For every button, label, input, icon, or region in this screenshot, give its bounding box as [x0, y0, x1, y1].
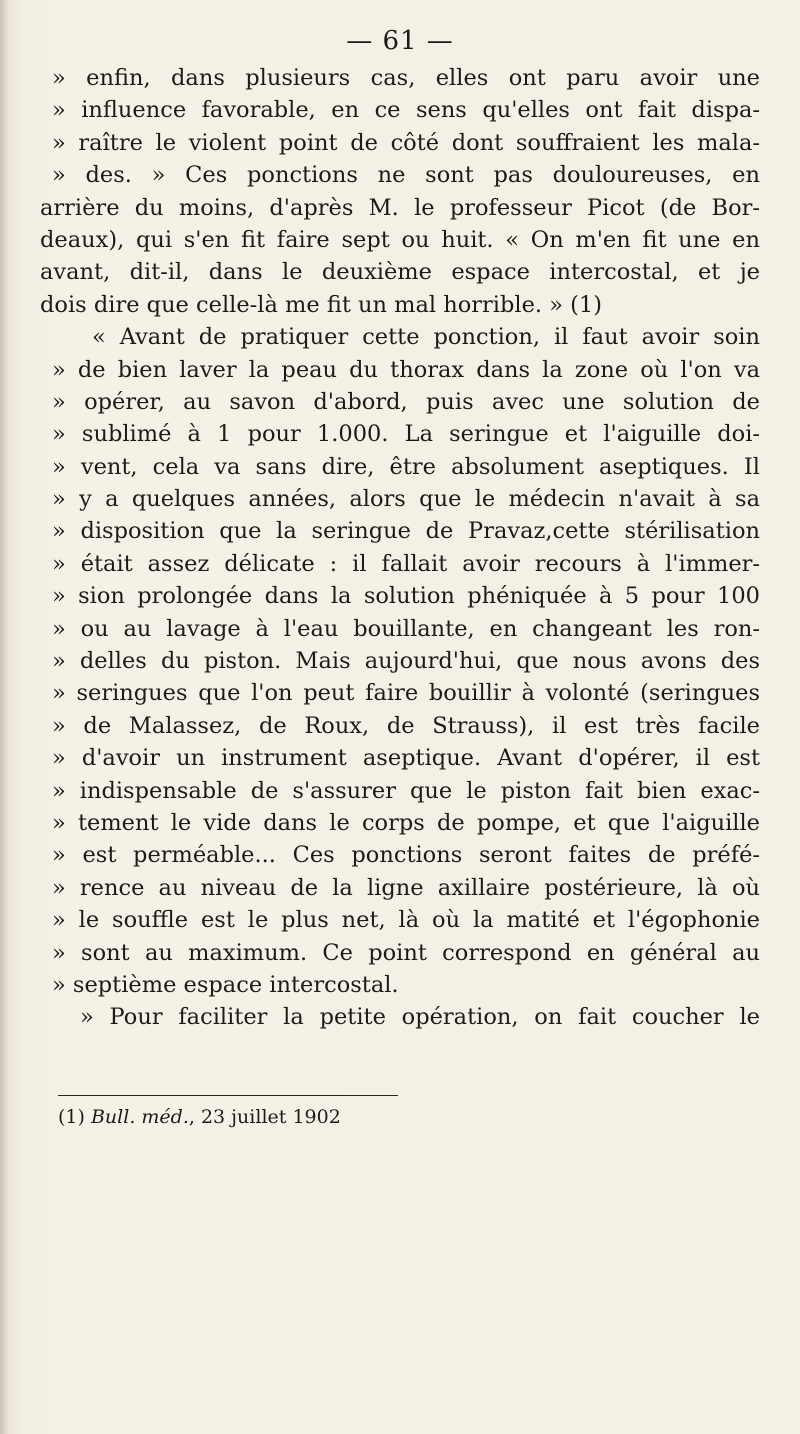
footnote-separator [58, 1095, 398, 1096]
footnote-marker: (1) [58, 1106, 85, 1128]
text-line: » tement le vide dans le corps de pompe, et que l'aiguille [52, 809, 760, 836]
page-number: — 61 — [346, 26, 454, 56]
text-line: » était assez délicate : il fallait avoir recours à l'immer- [52, 550, 760, 577]
text-line: » disposition que la seringue de Pravaz,cette stérilisation [52, 518, 760, 545]
text-line: » indispensable de s'assurer que le piston fait bien exac- [52, 777, 760, 804]
text-line: » raître le violent point de côté dont souffraient les mala- [52, 129, 760, 156]
text-line: » rence au niveau de la ligne axillaire postérieure, là où [52, 874, 760, 901]
text-line: » opérer, au savon d'abord, puis avec une solution de [52, 388, 760, 415]
text-line: » de Malassez, de Roux, de Strauss), il est très facile [52, 712, 760, 739]
text-line: deaux), qui s'en fit faire sept ou huit. « On m'en fit une en [40, 226, 760, 253]
text-line: » de bien laver la peau du thorax dans la zone où l'on va [52, 356, 760, 383]
text-line: » enfin, dans plusieurs cas, elles ont paru avoir une [52, 65, 760, 91]
text-line: « Avant de pratiquer cette ponction, il faut avoir soin [92, 324, 760, 351]
text-line: » influence favorable, en ce sens qu'elles ont fait dispa- [52, 97, 760, 124]
body-text [40, 62, 760, 1034]
page-gutter-shadow [0, 0, 8, 1434]
text-line: arrière du moins, d'après M. le professeur Picot (de Bor- [40, 194, 760, 221]
text-line: » delles du piston. Mais aujourd'hui, que nous avons des [52, 648, 760, 675]
text-line: » septième espace intercostal. [52, 971, 399, 998]
text-line: » sont au maximum. Ce point correspond en général au [52, 939, 760, 966]
footnote-source: Bull. méd. [90, 1106, 189, 1128]
text-line: » ou au lavage à l'eau bouillante, en changeant les ron- [52, 615, 760, 642]
text-line: » Pour faciliter la petite opération, on fait coucher le [80, 1004, 760, 1031]
text-line: dois dire que celle-là me fit un mal horrible. » (1) [40, 291, 603, 318]
footnote [58, 1104, 341, 1130]
text-line: » le souffle est le plus net, là où la matité et l'égophonie [52, 907, 760, 934]
text-line: » est perméable... Ces ponctions seront faites de préfé- [52, 842, 760, 869]
text-line: » seringues que l'on peut faire bouillir à volonté (seringues [52, 680, 760, 707]
text-line: » d'avoir un instrument aseptique. Avant d'opérer, il est [52, 745, 760, 772]
text-line: avant, dit-il, dans le deuxième espace intercostal, et je [40, 259, 760, 286]
footnote-date: , 23 juillet 1902 [188, 1106, 341, 1128]
text-line: » des. » Ces ponctions ne sont pas douloureuses, en [52, 162, 760, 189]
text-line: » vent, cela va sans dire, être absolument aseptiques. Il [52, 453, 760, 480]
text-line: » sion prolongée dans la solution phéniquée à 5 pour 100 [52, 583, 760, 610]
text-line: » sublimé à 1 pour 1.000. La seringue et l'aiguille doi- [52, 421, 760, 448]
text-line: » y a quelques années, alors que le médecin n'avait à sa [52, 486, 760, 513]
